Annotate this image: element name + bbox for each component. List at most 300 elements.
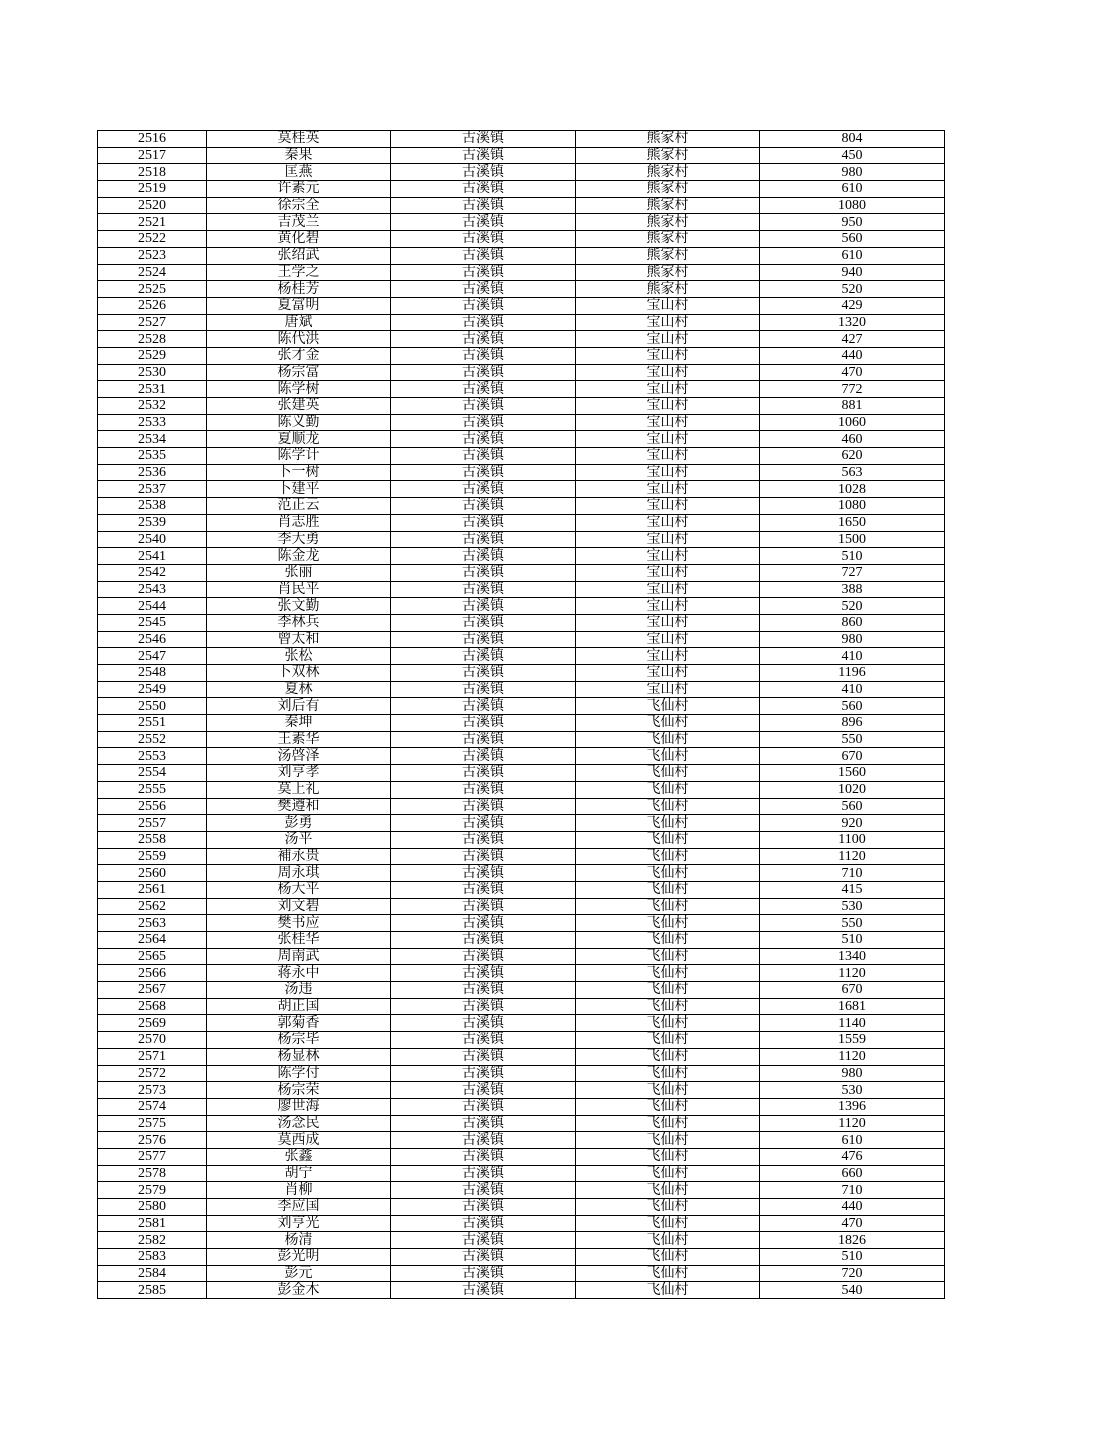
serial-number-cell: 2544	[98, 598, 207, 615]
serial-number-cell: 2578	[98, 1165, 207, 1182]
amount-cell: 881	[760, 398, 945, 415]
amount-cell: 1500	[760, 531, 945, 548]
village-cell: 飞仙村	[576, 881, 760, 898]
name-cell: 王学之	[207, 264, 391, 281]
name-cell: 肖志胜	[207, 514, 391, 531]
name-cell: 黄化碧	[207, 231, 391, 248]
serial-number-cell: 2518	[98, 164, 207, 181]
township-cell: 古溪镇	[391, 1098, 576, 1115]
name-cell: 秦坤	[207, 715, 391, 732]
serial-number-cell: 2554	[98, 765, 207, 782]
name-cell: 刘文碧	[207, 898, 391, 915]
amount-cell: 720	[760, 1265, 945, 1282]
amount-cell: 1100	[760, 831, 945, 848]
amount-cell: 560	[760, 698, 945, 715]
township-cell: 古溪镇	[391, 965, 576, 982]
name-cell: 张才金	[207, 347, 391, 364]
serial-number-cell: 2536	[98, 464, 207, 481]
name-cell: 蒋永中	[207, 965, 391, 982]
amount-cell: 530	[760, 1082, 945, 1099]
serial-number-cell: 2567	[98, 982, 207, 999]
table-row	[98, 848, 945, 865]
amount-cell: 1826	[760, 1232, 945, 1249]
village-cell: 飞仙村	[576, 1065, 760, 1082]
serial-number-cell: 2573	[98, 1082, 207, 1099]
village-cell: 飞仙村	[576, 1199, 760, 1216]
village-cell: 飞仙村	[576, 1082, 760, 1099]
village-cell: 飞仙村	[576, 1165, 760, 1182]
amount-cell: 670	[760, 982, 945, 999]
table-row	[98, 998, 945, 1015]
township-cell: 古溪镇	[391, 881, 576, 898]
township-cell: 古溪镇	[391, 731, 576, 748]
serial-number-cell: 2555	[98, 781, 207, 798]
amount-cell: 429	[760, 297, 945, 314]
table-row	[98, 1265, 945, 1282]
village-cell: 飞仙村	[576, 748, 760, 765]
village-cell: 飞仙村	[576, 831, 760, 848]
village-cell: 飞仙村	[576, 898, 760, 915]
township-cell: 古溪镇	[391, 1032, 576, 1049]
name-cell: 肖柳	[207, 1182, 391, 1199]
serial-number-cell: 2551	[98, 715, 207, 732]
serial-number-cell: 2527	[98, 314, 207, 331]
amount-cell: 510	[760, 1249, 945, 1266]
name-cell: 樊书应	[207, 915, 391, 932]
amount-cell: 670	[760, 748, 945, 765]
table-row	[98, 1065, 945, 1082]
amount-cell: 460	[760, 431, 945, 448]
name-cell: 张绍武	[207, 247, 391, 264]
amount-cell: 470	[760, 1215, 945, 1232]
township-cell: 古溪镇	[391, 581, 576, 598]
township-cell: 古溪镇	[391, 614, 576, 631]
name-cell: 唐斌	[207, 314, 391, 331]
table-row	[98, 1015, 945, 1032]
table-body	[98, 131, 945, 1299]
serial-number-cell: 2584	[98, 1265, 207, 1282]
name-cell: 莫上礼	[207, 781, 391, 798]
amount-cell: 660	[760, 1165, 945, 1182]
name-cell: 王素华	[207, 731, 391, 748]
township-cell: 古溪镇	[391, 481, 576, 498]
amount-cell: 710	[760, 865, 945, 882]
amount-cell: 710	[760, 1182, 945, 1199]
table-row	[98, 765, 945, 782]
table-row	[98, 197, 945, 214]
serial-number-cell: 2524	[98, 264, 207, 281]
township-cell: 古溪镇	[391, 815, 576, 832]
township-cell: 古溪镇	[391, 1015, 576, 1032]
village-cell: 飞仙村	[576, 965, 760, 982]
serial-number-cell: 2545	[98, 614, 207, 631]
table-row	[98, 698, 945, 715]
table-row	[98, 147, 945, 164]
serial-number-cell: 2519	[98, 181, 207, 198]
township-cell: 古溪镇	[391, 1199, 576, 1216]
village-cell: 熊家村	[576, 214, 760, 231]
township-cell: 古溪镇	[391, 1249, 576, 1266]
township-cell: 古溪镇	[391, 915, 576, 932]
amount-cell: 980	[760, 1065, 945, 1082]
name-cell: 陈代洪	[207, 331, 391, 348]
serial-number-cell: 2576	[98, 1132, 207, 1149]
table-row	[98, 1232, 945, 1249]
serial-number-cell: 2577	[98, 1148, 207, 1165]
serial-number-cell: 2581	[98, 1215, 207, 1232]
name-cell: 陈学计	[207, 448, 391, 465]
amount-cell: 896	[760, 715, 945, 732]
village-cell: 飞仙村	[576, 1115, 760, 1132]
village-cell: 飞仙村	[576, 982, 760, 999]
township-cell: 古溪镇	[391, 548, 576, 565]
name-cell: 陈学树	[207, 381, 391, 398]
amount-cell: 804	[760, 131, 945, 148]
table-row	[98, 398, 945, 415]
serial-number-cell: 2563	[98, 915, 207, 932]
name-cell: 彭勇	[207, 815, 391, 832]
serial-number-cell: 2546	[98, 631, 207, 648]
amount-cell: 510	[760, 932, 945, 949]
village-cell: 宝山村	[576, 531, 760, 548]
table-row	[98, 1249, 945, 1266]
serial-number-cell: 2562	[98, 898, 207, 915]
name-cell: 李林兵	[207, 614, 391, 631]
village-cell: 宝山村	[576, 548, 760, 565]
amount-cell: 1196	[760, 665, 945, 682]
amount-cell: 610	[760, 1132, 945, 1149]
serial-number-cell: 2559	[98, 848, 207, 865]
amount-cell: 470	[760, 364, 945, 381]
village-cell: 宝山村	[576, 381, 760, 398]
township-cell: 古溪镇	[391, 715, 576, 732]
name-cell: 肖民平	[207, 581, 391, 598]
amount-cell: 1020	[760, 781, 945, 798]
village-cell: 熊家村	[576, 247, 760, 264]
amount-cell: 427	[760, 331, 945, 348]
village-cell: 飞仙村	[576, 1249, 760, 1266]
table-row	[98, 548, 945, 565]
township-cell: 古溪镇	[391, 448, 576, 465]
name-cell: 杨宗荣	[207, 1082, 391, 1099]
serial-number-cell: 2542	[98, 564, 207, 581]
township-cell: 古溪镇	[391, 1115, 576, 1132]
table-row	[98, 214, 945, 231]
township-cell: 古溪镇	[391, 297, 576, 314]
name-cell: 秦果	[207, 147, 391, 164]
serial-number-cell: 2550	[98, 698, 207, 715]
table-row	[98, 1148, 945, 1165]
table-row	[98, 581, 945, 598]
township-cell: 古溪镇	[391, 414, 576, 431]
township-cell: 古溪镇	[391, 381, 576, 398]
township-cell: 古溪镇	[391, 1132, 576, 1149]
amount-cell: 1559	[760, 1032, 945, 1049]
amount-cell: 1396	[760, 1098, 945, 1115]
village-cell: 宝山村	[576, 581, 760, 598]
amount-cell: 410	[760, 648, 945, 665]
table-row	[98, 715, 945, 732]
township-cell: 古溪镇	[391, 865, 576, 882]
village-cell: 飞仙村	[576, 932, 760, 949]
township-cell: 古溪镇	[391, 1165, 576, 1182]
amount-cell: 1028	[760, 481, 945, 498]
serial-number-cell: 2553	[98, 748, 207, 765]
serial-number-cell: 2547	[98, 648, 207, 665]
amount-cell: 550	[760, 731, 945, 748]
table-row	[98, 231, 945, 248]
village-cell: 飞仙村	[576, 915, 760, 932]
township-cell: 古溪镇	[391, 748, 576, 765]
village-cell: 飞仙村	[576, 998, 760, 1015]
serial-number-cell: 2565	[98, 948, 207, 965]
township-cell: 古溪镇	[391, 1215, 576, 1232]
serial-number-cell: 2574	[98, 1098, 207, 1115]
name-cell: 张松	[207, 648, 391, 665]
village-cell: 飞仙村	[576, 1132, 760, 1149]
serial-number-cell: 2583	[98, 1249, 207, 1266]
table-row	[98, 181, 945, 198]
village-cell: 熊家村	[576, 131, 760, 148]
name-cell: 张鑫	[207, 1148, 391, 1165]
village-cell: 飞仙村	[576, 781, 760, 798]
village-cell: 飞仙村	[576, 1282, 760, 1299]
serial-number-cell: 2558	[98, 831, 207, 848]
table-row	[98, 748, 945, 765]
township-cell: 古溪镇	[391, 564, 576, 581]
table-row	[98, 531, 945, 548]
name-cell: 曾太和	[207, 631, 391, 648]
name-cell: 杨宗富	[207, 364, 391, 381]
name-cell: 夏富明	[207, 297, 391, 314]
table-row	[98, 1048, 945, 1065]
serial-number-cell: 2548	[98, 665, 207, 682]
village-cell: 飞仙村	[576, 1182, 760, 1199]
table-row	[98, 1282, 945, 1299]
amount-cell: 510	[760, 548, 945, 565]
township-cell: 古溪镇	[391, 781, 576, 798]
table-row	[98, 1215, 945, 1232]
amount-cell: 860	[760, 614, 945, 631]
table-row	[98, 1082, 945, 1099]
village-cell: 飞仙村	[576, 1015, 760, 1032]
village-cell: 宝山村	[576, 564, 760, 581]
village-cell: 飞仙村	[576, 715, 760, 732]
amount-cell: 1140	[760, 1015, 945, 1032]
table-row	[98, 414, 945, 431]
village-cell: 宝山村	[576, 414, 760, 431]
amount-cell: 520	[760, 281, 945, 298]
amount-cell: 563	[760, 464, 945, 481]
amount-cell: 520	[760, 598, 945, 615]
village-cell: 飞仙村	[576, 1232, 760, 1249]
name-cell: 张丽	[207, 564, 391, 581]
village-cell: 宝山村	[576, 398, 760, 415]
table-row	[98, 1165, 945, 1182]
table-row	[98, 364, 945, 381]
amount-cell: 610	[760, 247, 945, 264]
village-cell: 飞仙村	[576, 815, 760, 832]
table-row	[98, 982, 945, 999]
village-cell: 飞仙村	[576, 1265, 760, 1282]
name-cell: 张桂华	[207, 932, 391, 949]
township-cell: 古溪镇	[391, 314, 576, 331]
township-cell: 古溪镇	[391, 131, 576, 148]
name-cell: 卜一树	[207, 464, 391, 481]
table-row	[98, 264, 945, 281]
amount-cell: 1060	[760, 414, 945, 431]
serial-number-cell: 2538	[98, 498, 207, 515]
table-row	[98, 798, 945, 815]
township-cell: 古溪镇	[391, 948, 576, 965]
township-cell: 古溪镇	[391, 665, 576, 682]
village-cell: 熊家村	[576, 147, 760, 164]
data-table	[97, 130, 945, 1299]
village-cell: 宝山村	[576, 665, 760, 682]
serial-number-cell: 2585	[98, 1282, 207, 1299]
village-cell: 宝山村	[576, 598, 760, 615]
amount-cell: 920	[760, 815, 945, 832]
name-cell: 周南武	[207, 948, 391, 965]
table-row	[98, 164, 945, 181]
serial-number-cell: 2549	[98, 681, 207, 698]
name-cell: 卜双林	[207, 665, 391, 682]
amount-cell: 450	[760, 147, 945, 164]
table-row	[98, 381, 945, 398]
serial-number-cell: 2522	[98, 231, 207, 248]
name-cell: 杨宗毕	[207, 1032, 391, 1049]
table-row	[98, 247, 945, 264]
village-cell: 飞仙村	[576, 1215, 760, 1232]
serial-number-cell: 2525	[98, 281, 207, 298]
table-row	[98, 297, 945, 314]
village-cell: 飞仙村	[576, 948, 760, 965]
name-cell: 彭金木	[207, 1282, 391, 1299]
amount-cell: 610	[760, 181, 945, 198]
name-cell: 徐宗全	[207, 197, 391, 214]
serial-number-cell: 2582	[98, 1232, 207, 1249]
serial-number-cell: 2579	[98, 1182, 207, 1199]
village-cell: 飞仙村	[576, 765, 760, 782]
name-cell: 杨显林	[207, 1048, 391, 1065]
serial-number-cell: 2526	[98, 297, 207, 314]
amount-cell: 388	[760, 581, 945, 598]
amount-cell: 1681	[760, 998, 945, 1015]
name-cell: 汤念民	[207, 1115, 391, 1132]
amount-cell: 550	[760, 915, 945, 932]
amount-cell: 620	[760, 448, 945, 465]
table-row	[98, 648, 945, 665]
amount-cell: 980	[760, 631, 945, 648]
amount-cell: 980	[760, 164, 945, 181]
table-row	[98, 932, 945, 949]
serial-number-cell: 2572	[98, 1065, 207, 1082]
name-cell: 胡宁	[207, 1165, 391, 1182]
township-cell: 古溪镇	[391, 932, 576, 949]
serial-number-cell: 2523	[98, 247, 207, 264]
township-cell: 古溪镇	[391, 431, 576, 448]
township-cell: 古溪镇	[391, 331, 576, 348]
serial-number-cell: 2521	[98, 214, 207, 231]
table-row	[98, 1032, 945, 1049]
village-cell: 飞仙村	[576, 698, 760, 715]
table-row	[98, 781, 945, 798]
township-cell: 古溪镇	[391, 681, 576, 698]
serial-number-cell: 2566	[98, 965, 207, 982]
township-cell: 古溪镇	[391, 1048, 576, 1065]
table-row	[98, 831, 945, 848]
township-cell: 古溪镇	[391, 1232, 576, 1249]
village-cell: 熊家村	[576, 197, 760, 214]
amount-cell: 410	[760, 681, 945, 698]
table-row	[98, 665, 945, 682]
township-cell: 古溪镇	[391, 631, 576, 648]
village-cell: 熊家村	[576, 164, 760, 181]
village-cell: 宝山村	[576, 364, 760, 381]
name-cell: 李应国	[207, 1199, 391, 1216]
township-cell: 古溪镇	[391, 1148, 576, 1165]
serial-number-cell: 2516	[98, 131, 207, 148]
amount-cell: 772	[760, 381, 945, 398]
amount-cell: 1120	[760, 1115, 945, 1132]
amount-cell: 530	[760, 898, 945, 915]
table-row	[98, 731, 945, 748]
village-cell: 宝山村	[576, 448, 760, 465]
township-cell: 古溪镇	[391, 848, 576, 865]
amount-cell: 476	[760, 1148, 945, 1165]
name-cell: 樊遵和	[207, 798, 391, 815]
serial-number-cell: 2517	[98, 147, 207, 164]
amount-cell: 727	[760, 564, 945, 581]
table-row	[98, 865, 945, 882]
village-cell: 宝山村	[576, 297, 760, 314]
village-cell: 飞仙村	[576, 1032, 760, 1049]
serial-number-cell: 2529	[98, 347, 207, 364]
village-cell: 宝山村	[576, 614, 760, 631]
serial-number-cell: 2533	[98, 414, 207, 431]
amount-cell: 560	[760, 798, 945, 815]
township-cell: 古溪镇	[391, 181, 576, 198]
name-cell: 郭菊香	[207, 1015, 391, 1032]
serial-number-cell: 2561	[98, 881, 207, 898]
name-cell: 李大勇	[207, 531, 391, 548]
amount-cell: 1120	[760, 965, 945, 982]
name-cell: 张建英	[207, 398, 391, 415]
township-cell: 古溪镇	[391, 147, 576, 164]
amount-cell: 950	[760, 214, 945, 231]
township-cell: 古溪镇	[391, 531, 576, 548]
amount-cell: 1080	[760, 498, 945, 515]
village-cell: 宝山村	[576, 498, 760, 515]
name-cell: 范正云	[207, 498, 391, 515]
table-row	[98, 898, 945, 915]
village-cell: 宝山村	[576, 331, 760, 348]
township-cell: 古溪镇	[391, 1182, 576, 1199]
name-cell: 補永贵	[207, 848, 391, 865]
serial-number-cell: 2520	[98, 197, 207, 214]
amount-cell: 540	[760, 1282, 945, 1299]
township-cell: 古溪镇	[391, 164, 576, 181]
amount-cell: 1340	[760, 948, 945, 965]
township-cell: 古溪镇	[391, 347, 576, 364]
table-row	[98, 598, 945, 615]
amount-cell: 560	[760, 231, 945, 248]
village-cell: 宝山村	[576, 631, 760, 648]
table-row	[98, 281, 945, 298]
village-cell: 宝山村	[576, 481, 760, 498]
serial-number-cell: 2570	[98, 1032, 207, 1049]
serial-number-cell: 2535	[98, 448, 207, 465]
